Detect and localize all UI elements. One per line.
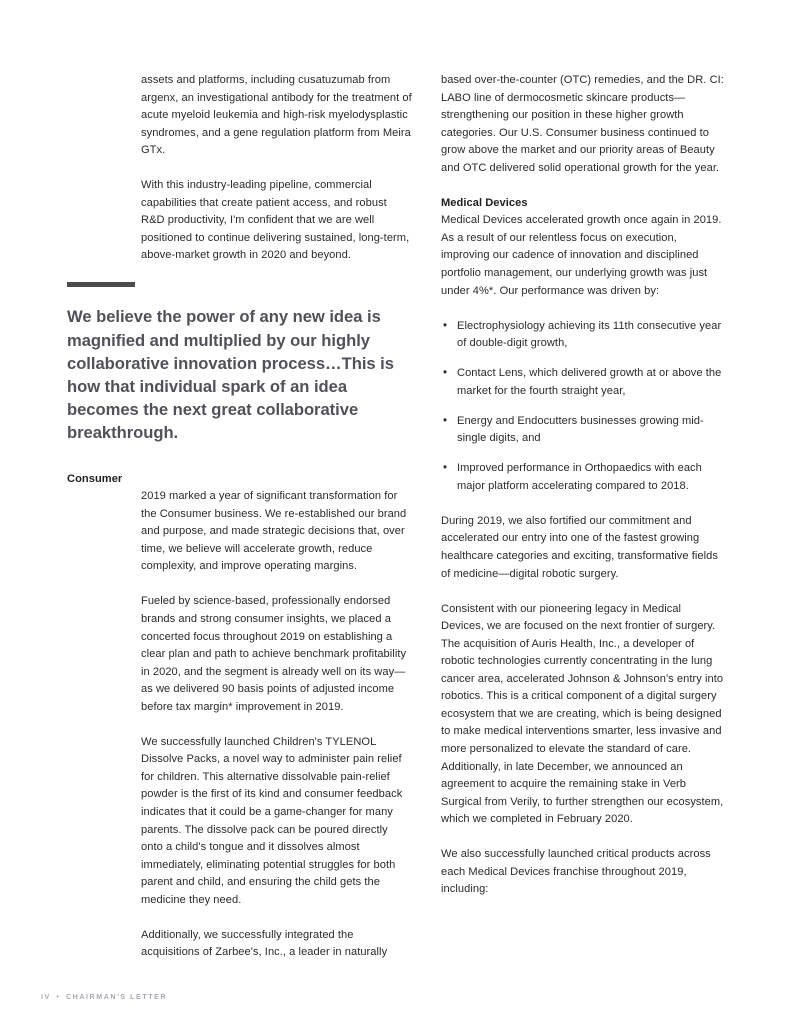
bullet-dot-icon: •: [443, 319, 448, 332]
list-item-label: Improved performance in Orthopaedics with each major platform accelerating compared to 2018.: [457, 462, 702, 492]
list-item: [441, 460, 726, 495]
list-item: [441, 365, 726, 400]
paragraph-industry-leading-pipeline: With this industry-leading pipeline, commercial capabilities that create patient access, and robust R&D productivity, I'm confident that we are well positioned to continue delivering sustained, long-term, above-market growth in 2020 and beyond.: [141, 179, 410, 262]
paragraph-consumer-tylenol: We successfully launched Children's TYLENOL Dissolve Packs, a novel way to administer pain relief for children. This alternative dissolvable pain-relief powder is the first of its kind and consumer feedback indicates that it could be a game-changer for many parents. The dissolve pack can be poured directly onto a child's tongue and it dissolves almost immediately, eliminating potential struggles for both parent and child, and ensuring the child gets the medicine they need.: [141, 735, 403, 906]
paragraph-assets-platforms: assets and platforms, including cusatuzumab from argenx, an investigational antibody for the treatment of acute myeloid leukemia and high-risk myelodysplastic syndromes, and a gene regulation platform from Meira GTx.: [141, 74, 412, 157]
bullet-dot-icon: •: [443, 367, 448, 380]
footer-page-number: IV: [41, 993, 51, 1001]
list-item: [441, 318, 726, 353]
page-footer: [41, 992, 167, 1002]
section-heading-medical-devices: Medical Devices: [441, 196, 528, 209]
paragraph-consumer-profitability: Fueled by science-based, professionally endorsed brands and strong consumer insights, we placed a concerted focus throughout 2019 on establishing a clear plan and path to achieve benchmark profitability in 2020, and the segment is already well on its way—as we delivered 90 basis points of adjusted income before tax margin* improvement in 2019.: [141, 595, 407, 713]
pullquote-block: [67, 282, 412, 444]
paragraph-consumer-zarbees: Additionally, we successfully integrated the acquisitions of Zarbee's, Inc., a leader in naturally: [141, 928, 388, 959]
left-column: [67, 72, 412, 962]
list-item-label: Electrophysiology achieving its 11th consecutive year of double-digit growth,: [457, 319, 722, 350]
footer-separator-icon: •: [56, 993, 61, 1001]
paragraph-auris-verb-surgical: Consistent with our pioneering legacy in Medical Devices, we are focused on the next frontier of surgery. The acquisition of Auris Health, Inc., a developer of robotic technologies currently concentrating in the lung cancer area, accelerated Johnson & Johnson's entry into robotics. This is a critical component of a digital surgery ecosystem that we are creating, which is being designed to make medical interventions smarter, less invasive and more personalized to elevate the standard of care. Additionally, in late December, we announced an agreement to acquire the remaining stake in Verb Surgical from Verily, to further strengthen our ecosystem, which we completed in February 2020.: [441, 602, 724, 826]
bullet-dot-icon: •: [443, 462, 448, 475]
paragraph-consumer-transformation: 2019 marked a year of significant transformation for the Consumer business. We re-established our brand and purpose, and made strategic decisions that, over time, we believe will accelerate growth, reduce complexity, and improve operating margins.: [141, 490, 407, 573]
medical-devices-bullet-list: [441, 318, 726, 496]
paragraph-launched-critical-products: We also successfully launched critical products across each Medical Devices franchise throughout 2019, including:: [441, 848, 711, 896]
paragraph-otc-continued: based over-the-counter (OTC) remedies, and the DR. CI: LABO line of dermocosmetic skincare products—strengthening our position in these higher growth categories. Our U.S. Consumer business continued to grow above the market and our priority areas of Beauty and OTC delivered solid operational growth for the year.: [441, 74, 724, 174]
list-item-label: Contact Lens, which delivered growth at or above the market for the fourth straight year,: [457, 367, 722, 397]
paragraph-medical-devices-intro: Medical Devices accelerated growth once again in 2019. As a result of our relentless focus on execution, improving our cadence of innovation and disciplined portfolio management, our underlying growth was just under 4%*. Our performance was driven by:: [441, 214, 722, 297]
footer-label: CHAIRMAN'S LETTER: [65, 993, 168, 1001]
paragraph-digital-robotic-surgery: During 2019, we also fortified our commitment and accelerated our entry into one of the fastest growing healthcare categories and exciting, transformative fields of medicine—digital robotic surgery.: [441, 514, 718, 580]
pullquote-rule-icon: [67, 282, 135, 287]
right-column: [441, 72, 726, 899]
list-item-label: Energy and Endocutters businesses growing mid-single digits, and: [457, 414, 704, 445]
bullet-dot-icon: •: [443, 414, 448, 427]
section-heading-consumer: Consumer: [67, 472, 123, 485]
list-item: [441, 413, 726, 448]
pullquote-text: We believe the power of any new idea is magnified and multiplied by our highly collaborative innovation process…This is how that individual spark of an idea becomes the next great collaborative breakthrough.: [67, 307, 394, 443]
